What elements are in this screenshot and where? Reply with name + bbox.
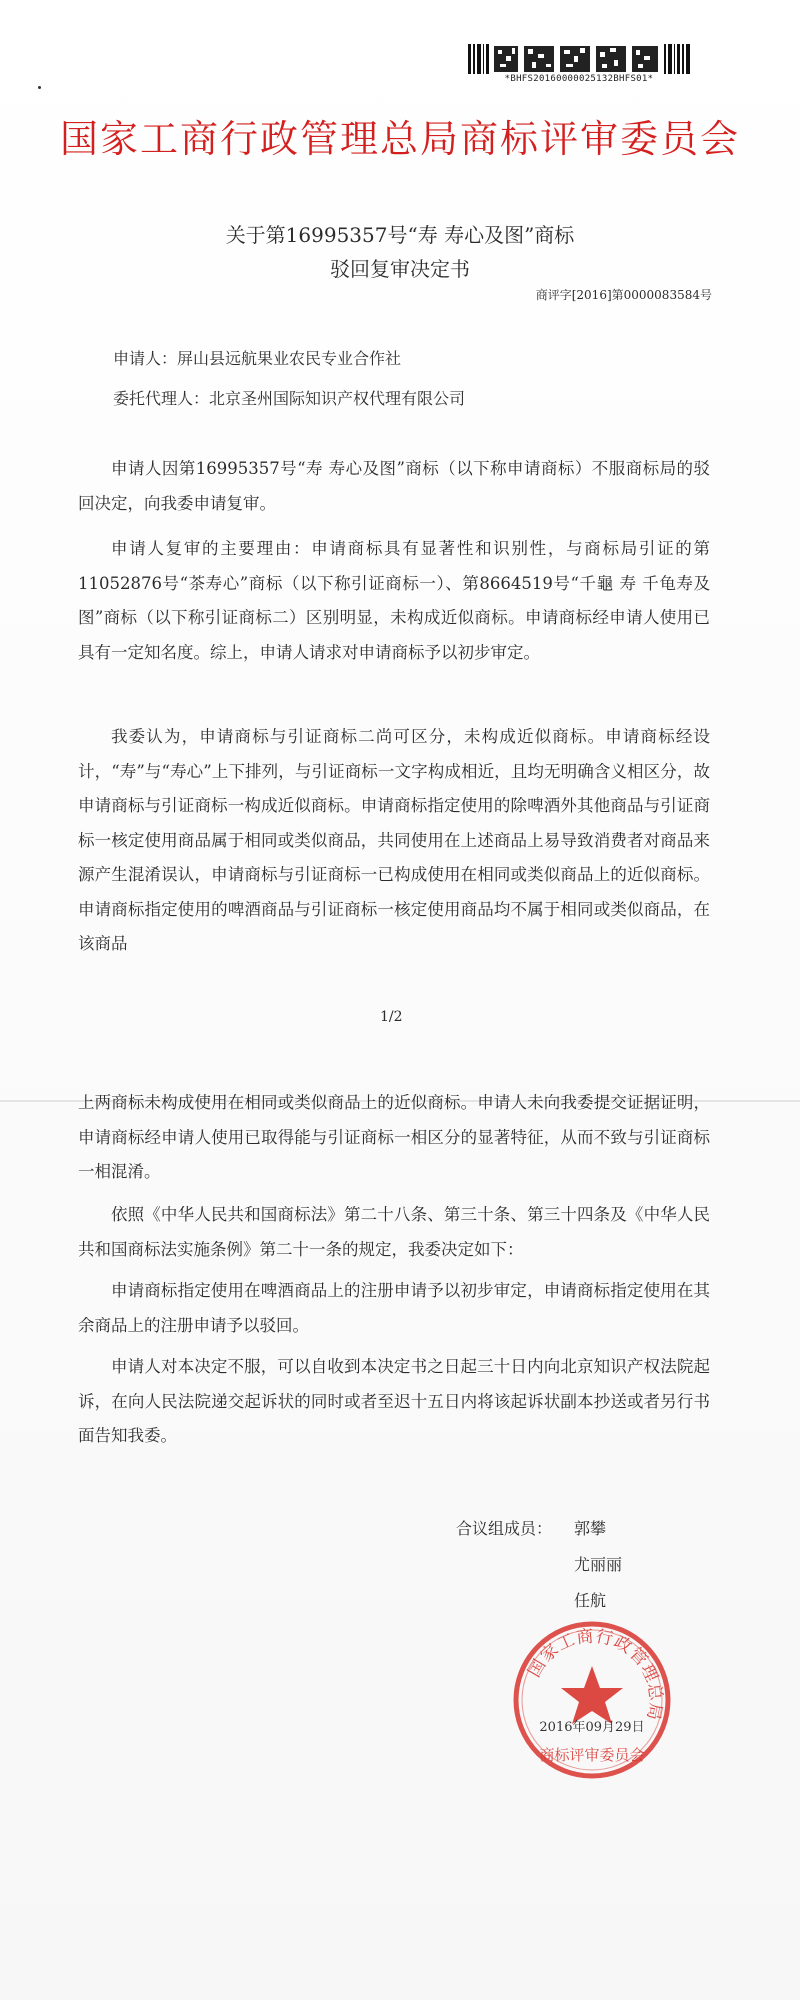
paragraph-4: 上两商标未构成使用在相同或类似商品上的近似商标。申请人未向我委提交证据证明，申请商标经申请人使用已取得能与引证商标一相区分的显著特征，从而不致与引证商标一相混淆。 (78, 1093, 710, 1181)
document-number: 商评字[2016]第0000083584号 (535, 288, 712, 302)
scan-dot (38, 86, 41, 89)
paragraph-3: 我委认为，申请商标与引证商标二尚可区分，未构成近似商标。申请商标经设计，“寿”与“寿心”上下排列，与引证商标一文字构成相近，且均无明确含义相区分，故申请商标与引证商标一构成近似商标。申请商标指定使用的除啤酒外其他商品与引证商标一核定使用商品属于相同或类似商品，共同使用在上述商品上易导致消费者对商品来源产生混淆误认，申请商标与引证商标一已构成使用在相同或类似商品上的近似商标。申请商标指定使用的啤酒商品与引证商标一核定使用商品均不属于相同或类似商品，在该商品 (78, 727, 710, 953)
agent-line: 委托代理人：北京圣州国际知识产权代理有限公司 (113, 389, 466, 408)
paragraph-1: 申请人因第16995357号“寿 寿心及图”商标（以下称申请商标）不服商标局的驳回决定，向我委申请复审。 (78, 459, 710, 513)
panel-member: 郭攀 (574, 1519, 607, 1538)
paragraph-6: 申请商标指定使用在啤酒商品上的注册申请予以初步审定，申请商标指定使用在其余商品上的注册申请予以驳回。 (78, 1281, 710, 1335)
document-title (120, 218, 680, 286)
seal-date: 2016年09月29日 (539, 1720, 645, 1735)
barcode-image (468, 44, 690, 74)
title-line-2: 驳回复审决定书 (330, 257, 470, 281)
panel-member: 尤丽丽 (574, 1555, 623, 1574)
page-number: 1/2 (380, 1009, 403, 1025)
barcode-text: *BHFS20160000025132BHFS01* (504, 74, 654, 84)
paragraph-5: 依照《中华人民共和国商标法》第二十八条、第三十条、第三十四条及《中华人民共和国商标法实施条例》第二十一条的规定，我委决定如下： (78, 1205, 710, 1259)
svg-text:国家工商行政管理总局: 国家工商行政管理总局 (524, 1626, 666, 1723)
title-line-1: 关于第16995357号“寿 寿心及图”商标 (225, 223, 575, 247)
paragraph-7: 申请人对本决定不服，可以自收到本决定书之日起三十日内向北京知识产权法院起诉，在向人民法院递交起诉状的同时或者至迟十五日内将该起诉状副本抄送或者另行书面告知我委。 (78, 1357, 710, 1445)
panel-member: 任航 (574, 1591, 607, 1610)
official-seal-stamp (512, 1620, 672, 1780)
applicant-line: 申请人：屏山县远航果业农民专业合作社 (113, 349, 402, 368)
panel-members-label: 合议组成员： (456, 1519, 553, 1538)
paragraph-2: 申请人复审的主要理由：申请商标具有显著性和识别性，与商标局引证的第11052876号“茶寿心”商标（以下称引证商标一）、第8664519号“千龜 寿 千龟寿及图”商标（以下称引证商标二）区别明显，未构成近似商标。申请商标经申请人使用已具有一定知名度。综上，申请人请求对申请商标予以初步审定。 (78, 539, 710, 662)
organization-header: 国家工商行政管理总局商标评审委员会 (59, 117, 740, 161)
svg-text:商标评审委员会: 商标评审委员会 (539, 1746, 645, 1764)
